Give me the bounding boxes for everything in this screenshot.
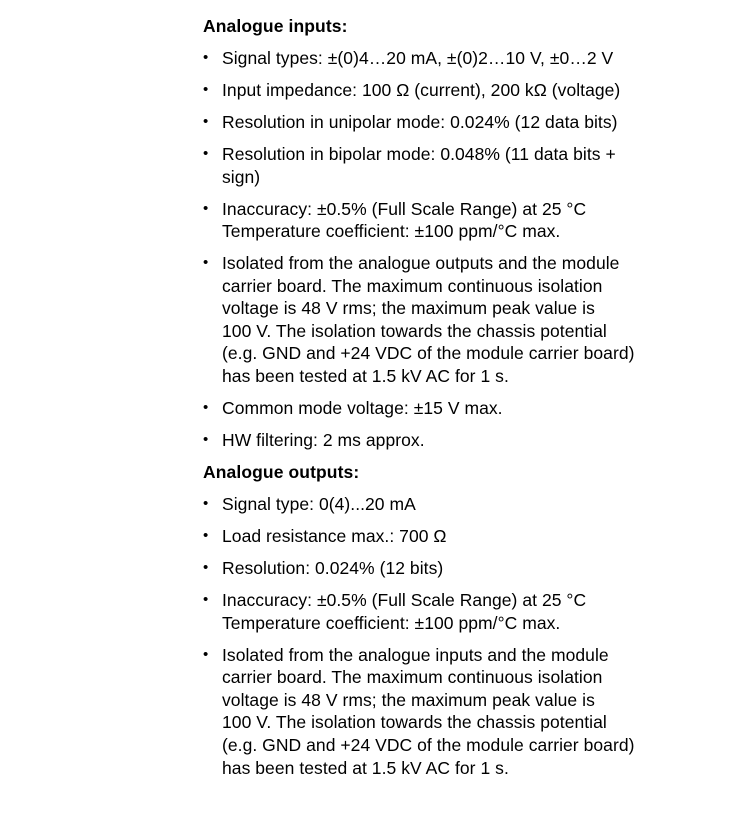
list-item (203, 557, 673, 580)
spec-text: Resolution in bipolar mode: 0.048% (11 data bits + (222, 143, 616, 164)
list-item (203, 47, 673, 70)
list-item (203, 397, 673, 420)
spec-text: Load resistance max.: 700 Ω (222, 526, 447, 547)
spec-text: (e.g. GND and +24 VDC of the module carrier board) (222, 343, 635, 364)
list-item (203, 429, 673, 452)
analogue-inputs-heading: Analogue inputs: (203, 16, 348, 36)
spec-text: Signal type: 0(4)...20 mA (222, 494, 416, 515)
spec-text: Inaccuracy: ±0.5% (Full Scale Range) at 25 °C (222, 589, 587, 610)
spec-text: Temperature coefficient: ±100 ppm/°C max. (222, 612, 561, 633)
spec-text: Input impedance: 100 Ω (current), 200 kΩ (voltage) (222, 79, 621, 100)
bullet-icon: • (203, 80, 209, 98)
bullet-icon: • (203, 495, 209, 513)
bullet-icon: • (203, 559, 209, 576)
list-item (203, 143, 673, 188)
list-item (203, 493, 673, 516)
spec-text: Inaccuracy: ±0.5% (Full Scale Range) at 25 °C (222, 198, 587, 219)
list-item (203, 644, 673, 780)
spec-text: Common mode voltage: ±15 V max. (222, 398, 503, 419)
bullet-icon: • (203, 527, 209, 545)
bullet-icon: • (203, 112, 209, 130)
analogue-outputs-section (203, 461, 673, 779)
spec-text: (e.g. GND and +24 VDC of the module carrier board) (222, 734, 635, 755)
bullet-icon: • (203, 590, 209, 608)
spec-text: Isolated from the analogue outputs and the module (222, 253, 620, 274)
spec-text: voltage is 48 V rms; the maximum peak value is (222, 689, 595, 710)
bullet-icon: • (203, 144, 209, 162)
spec-text: HW filtering: 2 ms approx. (222, 430, 425, 451)
analogue-inputs-list (203, 47, 673, 452)
list-item (203, 252, 673, 388)
bullet-icon: • (203, 199, 209, 217)
spec-text: has been tested at 1.5 kV AC for 1 s. (222, 757, 509, 778)
spec-text: sign) (222, 166, 261, 187)
list-item (203, 79, 673, 102)
bullet-icon: • (203, 645, 209, 663)
list-item (203, 111, 673, 134)
spec-text: Temperature coefficient: ±100 ppm/°C max. (222, 221, 561, 242)
bullet-icon: • (203, 49, 209, 66)
spec-text: 100 V. The isolation towards the chassis potential (222, 320, 607, 341)
spec-text: has been tested at 1.5 kV AC for 1 s. (222, 366, 509, 387)
analogue-outputs-heading: Analogue outputs: (203, 462, 360, 483)
spec-text: carrier board. The maximum continuous isolation (222, 667, 603, 688)
spec-text: Resolution: 0.024% (12 bits) (222, 558, 444, 578)
bullet-icon: • (203, 431, 209, 449)
list-item (203, 198, 673, 243)
spec-text: Resolution in unipolar mode: 0.024% (12 data bits) (222, 111, 618, 132)
document-content (203, 15, 673, 789)
list-item (203, 525, 673, 548)
spec-text: voltage is 48 V rms; the maximum peak value is (222, 298, 595, 319)
spec-text: carrier board. The maximum continuous isolation (222, 275, 603, 296)
spec-text: Isolated from the analogue inputs and the module (222, 644, 609, 665)
spec-text: 100 V. The isolation towards the chassis potential (222, 712, 607, 733)
spec-text: Signal types: ±(0)4…20 mA, ±(0)2…10 V, ±0…2 V (222, 48, 614, 68)
bullet-icon: • (203, 254, 209, 272)
analogue-outputs-list (203, 493, 673, 779)
analogue-inputs-section (203, 15, 673, 452)
bullet-icon: • (203, 399, 209, 417)
list-item (203, 589, 673, 634)
